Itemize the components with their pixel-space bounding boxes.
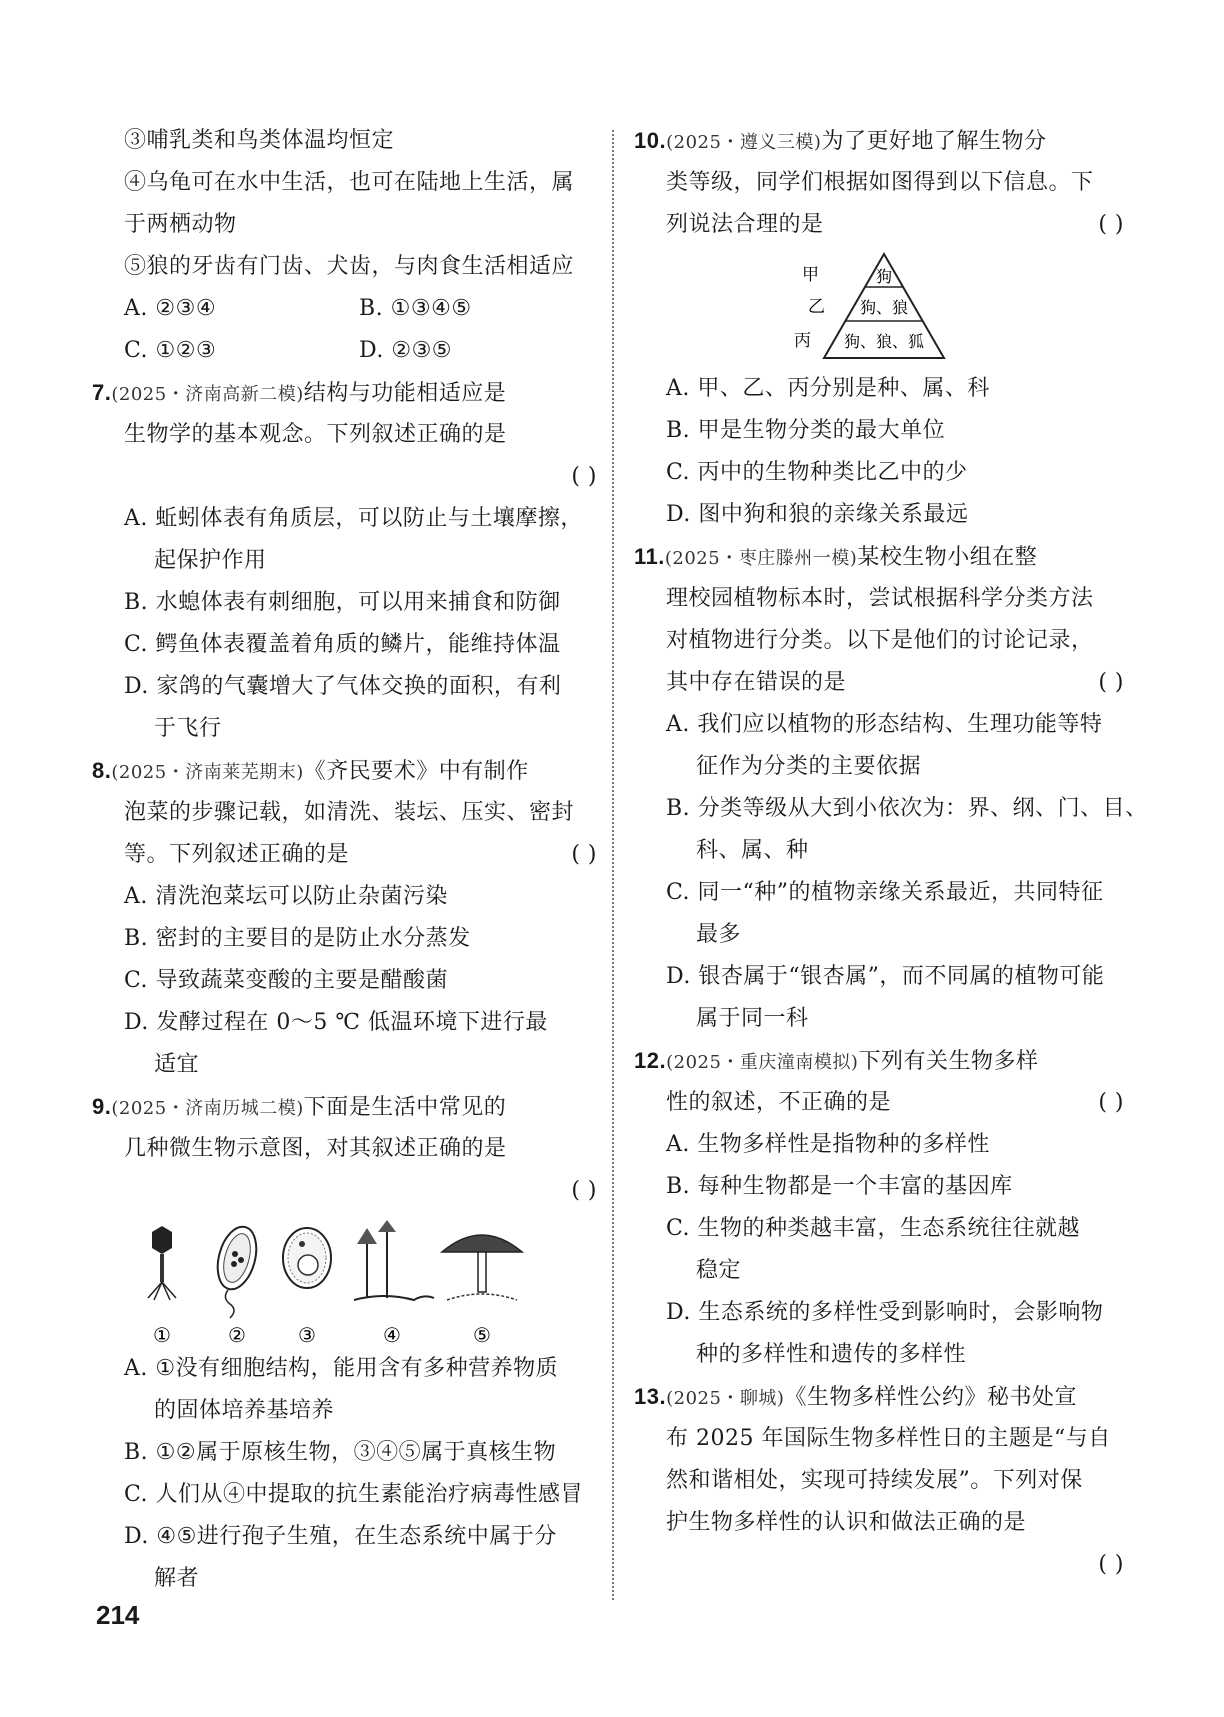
question-12-stem-line-1 bbox=[634, 1040, 1134, 1082]
option-b[interactable]: B. 甲是生物分类的最大单位 bbox=[666, 418, 946, 443]
option-d[interactable]: D. 银杏属于“银杏属”，而不同属的植物可能 bbox=[666, 964, 1105, 989]
stem-text: 其中存在错误的是 bbox=[666, 670, 847, 695]
question-8-stem-line-1 bbox=[92, 750, 607, 792]
question-source: (2025・济南莱芜期末) bbox=[111, 762, 304, 783]
option-a-cont: 征作为分类的主要依据 bbox=[696, 754, 922, 779]
option-d-cont: 于飞行 bbox=[154, 716, 222, 741]
stem-text: 性的叙述，不正确的是 bbox=[666, 1090, 892, 1115]
option-d[interactable]: D. 家鸽的气囊增大了气体交换的面积，有利 bbox=[124, 674, 562, 699]
question-9 bbox=[92, 1086, 607, 1600]
question-7-stem-line-2: 生物学的基本观念。下列叙述正确的是 bbox=[124, 422, 507, 447]
option-a[interactable]: A. 甲、乙、丙分别是种、属、科 bbox=[666, 376, 990, 401]
option-c[interactable]: C. 导致蔬菜变酸的主要是醋酸菌 bbox=[124, 968, 449, 993]
statement-5: ⑤狼的牙齿有门齿、犬齿，与肉食生活相适应 bbox=[124, 254, 575, 279]
option-c[interactable]: C. 丙中的生物种类比乙中的少 bbox=[666, 460, 968, 485]
classification-pyramid bbox=[794, 250, 1134, 368]
bacteriophage-icon bbox=[148, 1226, 176, 1300]
question-number: 7. bbox=[92, 380, 112, 405]
answer-paren[interactable]: ( ) bbox=[1098, 1090, 1124, 1115]
option-c[interactable]: C. 人们从④中提取的抗生素能治疗病毒性感冒 bbox=[124, 1482, 584, 1507]
stem-text: 下面是生活中常见的 bbox=[303, 1095, 507, 1120]
option-c-cont: 稳定 bbox=[696, 1258, 742, 1283]
stem-text: 某校生物小组在整 bbox=[857, 545, 1038, 570]
option-b[interactable]: B. ①②属于原核生物，③④⑤属于真核生物 bbox=[124, 1440, 557, 1465]
option-b[interactable]: B. 每种生物都是一个丰富的基因库 bbox=[666, 1174, 1013, 1199]
question-source: (2025・济南高新二模) bbox=[111, 384, 304, 405]
question-source: (2025・济南历城二模) bbox=[111, 1098, 304, 1119]
options-row-cd bbox=[92, 330, 607, 372]
question-10-stem-line-2: 类等级，同学们根据如图得到以下信息。下 bbox=[666, 170, 1094, 195]
answer-paren[interactable]: ( ) bbox=[1098, 212, 1124, 237]
level-content-3: 狗、狼、狐 bbox=[843, 332, 925, 351]
statement-3: ③哺乳类和鸟类体温均恒定 bbox=[124, 128, 395, 153]
question-13 bbox=[634, 1376, 1134, 1586]
question-10-stem-line-1 bbox=[634, 120, 1134, 162]
statement-4-line-1: ④乌龟可在水中生活，也可在陆地上生活，属 bbox=[124, 170, 575, 195]
answer-paren[interactable]: ( ) bbox=[571, 1178, 597, 1203]
option-a[interactable]: A. 清洗泡菜坛可以防止杂菌污染 bbox=[124, 884, 448, 909]
question-8 bbox=[92, 750, 607, 1086]
question-number: 10. bbox=[634, 128, 667, 153]
question-7-stem-line-1 bbox=[92, 372, 607, 414]
option-a-cont: 起保护作用 bbox=[154, 548, 267, 573]
option-b[interactable]: B. 密封的主要目的是防止水分蒸发 bbox=[124, 926, 471, 951]
question-9-stem-line-2: 几种微生物示意图，对其叙述正确的是 bbox=[124, 1136, 507, 1161]
answer-paren[interactable]: ( ) bbox=[571, 464, 597, 489]
figure-label-4: ④ bbox=[383, 1323, 401, 1347]
option-a[interactable]: A. ②③④ bbox=[124, 296, 217, 321]
option-d-cont: 种的多样性和遗传的多样性 bbox=[696, 1342, 967, 1367]
page-number: 214 bbox=[96, 1600, 140, 1630]
figure-label-1: ① bbox=[153, 1323, 171, 1347]
answer-paren-row bbox=[92, 456, 607, 498]
option-d-cont: 解者 bbox=[154, 1566, 200, 1591]
left-column bbox=[92, 120, 607, 1600]
question-8-stem-line-3 bbox=[92, 834, 607, 876]
option-a[interactable]: A. ①没有细胞结构，能用含有多种营养物质 bbox=[124, 1356, 559, 1381]
question-number: 8. bbox=[92, 758, 112, 783]
option-c[interactable]: C. 鳄鱼体表覆盖着角质的鳞片，能维持体温 bbox=[124, 632, 561, 657]
level-label-bing: 丙 bbox=[794, 331, 811, 351]
bacterium-icon bbox=[211, 1222, 262, 1318]
level-label-yi: 乙 bbox=[808, 297, 825, 317]
answer-paren[interactable]: ( ) bbox=[571, 842, 597, 867]
option-d[interactable]: D. 图中狗和狼的亲缘关系最远 bbox=[666, 502, 969, 527]
question-source: (2025・聊城) bbox=[666, 1388, 785, 1409]
figure-label-5: ⑤ bbox=[473, 1323, 491, 1347]
question-13-stem-line-1 bbox=[634, 1376, 1134, 1418]
stem-text: 为了更好地了解生物分 bbox=[821, 129, 1047, 154]
question-source: (2025・重庆潼南模拟) bbox=[666, 1052, 859, 1073]
option-d[interactable]: D. 发酵过程在 0～5 ℃ 低温环境下进行最 bbox=[124, 1010, 548, 1035]
question-12 bbox=[634, 1040, 1134, 1376]
option-b[interactable]: B. ①③④⑤ bbox=[359, 296, 472, 321]
question-11-stem-line-3: 对植物进行分类。以下是他们的讨论记录， bbox=[666, 628, 1094, 653]
answer-paren-row bbox=[634, 1544, 1134, 1586]
question-13-stem-line-4: 护生物多样性的认识和做法正确的是 bbox=[666, 1510, 1027, 1535]
yeast-cell-icon bbox=[283, 1228, 331, 1288]
question-12-stem-line-2 bbox=[634, 1082, 1134, 1124]
stem-text: 下列有关生物多样 bbox=[858, 1049, 1039, 1074]
stem-text: 《齐民要术》中有制作 bbox=[303, 759, 529, 784]
statement-4-line-2: 于两栖动物 bbox=[124, 212, 237, 237]
option-c[interactable]: C. 生物的种类越丰富，生态系统往往就越 bbox=[666, 1216, 1081, 1241]
option-d-cont: 属于同一科 bbox=[696, 1006, 809, 1031]
penicillium-icon bbox=[354, 1220, 434, 1300]
option-a[interactable]: A. 生物多样性是指物种的多样性 bbox=[666, 1132, 990, 1157]
stem-text: 列说法合理的是 bbox=[666, 212, 824, 237]
options-row-ab bbox=[92, 288, 607, 330]
question-source: (2025・遵义三模) bbox=[666, 132, 822, 153]
question-11-stem-line-1 bbox=[634, 536, 1134, 578]
question-11-stem-line-4 bbox=[634, 662, 1134, 704]
option-d[interactable]: D. ②③⑤ bbox=[359, 338, 453, 363]
answer-paren[interactable]: ( ) bbox=[1098, 670, 1124, 695]
answer-paren-row bbox=[92, 1170, 607, 1212]
option-c-cont: 最多 bbox=[696, 922, 742, 947]
microorganism-figure bbox=[142, 1218, 607, 1348]
option-a[interactable]: A. 我们应以植物的形态结构、生理功能等特 bbox=[666, 712, 1103, 737]
option-c[interactable]: C. ①②③ bbox=[124, 338, 217, 363]
level-label-jia: 甲 bbox=[802, 265, 819, 285]
question-number: 12. bbox=[634, 1048, 667, 1073]
question-9-stem-line-1 bbox=[92, 1086, 607, 1128]
microorganism-illustrations bbox=[142, 1218, 542, 1348]
question-8-stem-line-2: 泡菜的步骤记载，如清洗、装坛、压实、密封 bbox=[124, 800, 575, 825]
mushroom-icon bbox=[442, 1235, 522, 1300]
figure-label-2: ② bbox=[228, 1323, 246, 1347]
question-11 bbox=[634, 536, 1148, 1040]
question-7 bbox=[92, 372, 607, 750]
level-content-2: 狗、狼 bbox=[859, 298, 909, 317]
question-number: 13. bbox=[634, 1384, 667, 1409]
option-d[interactable]: D. 生态系统的多样性受到影响时，会影响物 bbox=[666, 1300, 1104, 1325]
level-content-1: 狗 bbox=[875, 267, 893, 286]
option-d[interactable]: D. ④⑤进行孢子生殖，在生态系统中属于分 bbox=[124, 1524, 557, 1549]
question-13-stem-line-2: 布 2025 年国际生物多样性日的主题是“与自 bbox=[666, 1426, 1111, 1451]
question-6-continued bbox=[92, 120, 607, 372]
stem-text: 等。下列叙述正确的是 bbox=[124, 842, 350, 867]
option-b[interactable]: B. 分类等级从大到小依次为：界、纲、门、目、 bbox=[666, 796, 1148, 821]
column-divider bbox=[612, 130, 614, 1600]
option-a-cont: 的固体培养基培养 bbox=[154, 1398, 335, 1423]
question-11-stem-line-2: 理校园植物标本时，尝试根据科学分类方法 bbox=[666, 586, 1094, 611]
option-a[interactable]: A. 蚯蚓体表有角质层，可以防止与土壤摩擦， bbox=[124, 506, 583, 531]
question-10-stem-line-3 bbox=[634, 204, 1134, 246]
figure-label-3: ③ bbox=[298, 1323, 316, 1347]
pyramid-diagram bbox=[794, 250, 954, 368]
answer-paren[interactable]: ( ) bbox=[1098, 1552, 1124, 1577]
stem-text: 结构与功能相适应是 bbox=[303, 381, 507, 406]
question-10 bbox=[634, 120, 1134, 536]
option-b-cont: 科、属、种 bbox=[696, 838, 809, 863]
right-column bbox=[634, 120, 1148, 1586]
option-d-cont: 适宜 bbox=[154, 1052, 200, 1077]
stem-text: 《生物多样性公约》秘书处宣 bbox=[784, 1385, 1077, 1410]
question-13-stem-line-3: 然和谐相处，实现可持续发展”。下列对保 bbox=[666, 1468, 1083, 1493]
option-b[interactable]: B. 水螅体表有刺细胞，可以用来捕食和防御 bbox=[124, 590, 561, 615]
question-number: 9. bbox=[92, 1094, 112, 1119]
question-source: (2025・枣庄滕州一模) bbox=[664, 548, 858, 569]
option-c[interactable]: C. 同一“种”的植物亲缘关系最近，共同特征 bbox=[666, 880, 1104, 905]
question-number: 11. bbox=[634, 544, 665, 569]
